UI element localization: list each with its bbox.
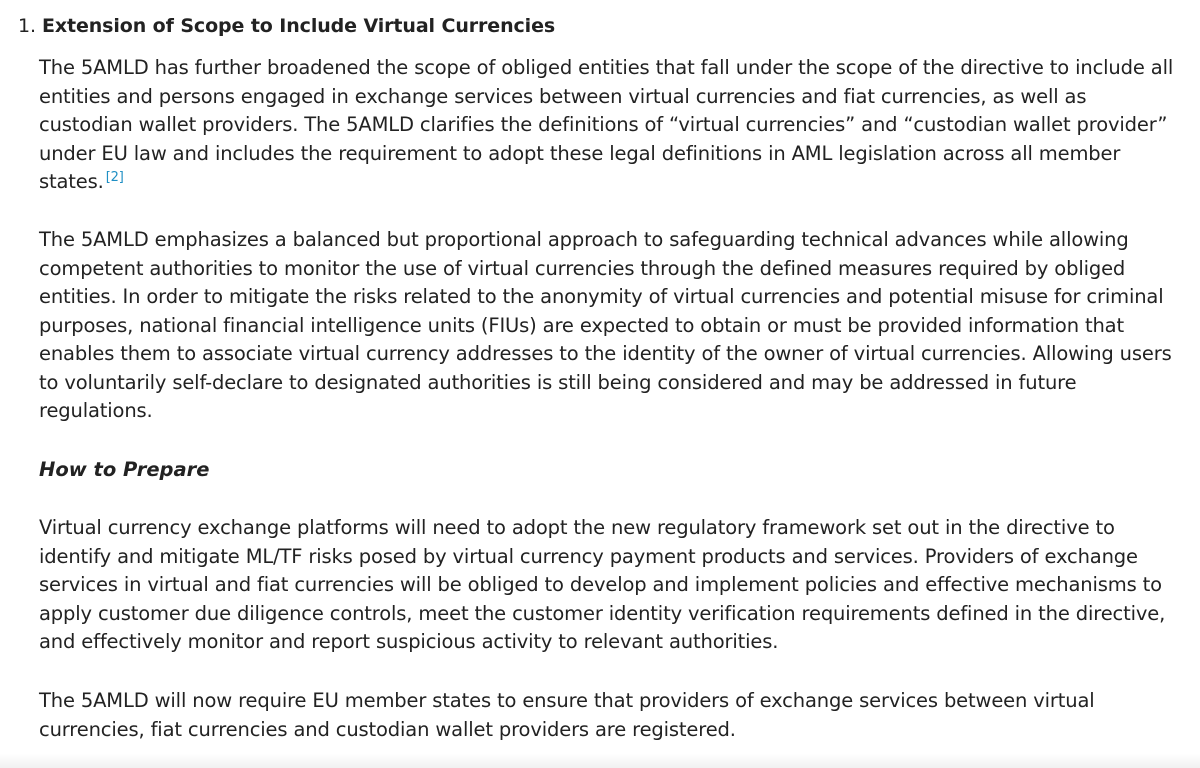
paragraph-scope: [39, 54, 1179, 197]
subheading-how-to-prepare: How to Prepare: [39, 458, 210, 481]
citation-link[interactable]: [2]: [105, 169, 124, 185]
paragraph-scope-text: The 5AMLD has further broadened the scope of obliged entities that fall under the scope of the directive to include all entities and persons engaged in exchange services between virtual currencies and fiat currencies, as well as custodian wallet providers. The 5AMLD clarifies the definitions of “virtual currencies” and “custodian wallet provider” under EU law and includes the requirement to adopt these legal definitions in AML legislation across all member states.: [39, 56, 1174, 193]
section-number: 1.: [18, 15, 36, 37]
paragraph-approach: The 5AMLD emphasizes a balanced but proportional approach to safeguarding technical advances while allowing competent authorities to monitor the use of virtual currencies through the defined measures required by obliged entities. In order to mitigate the risks related to the anonymity of virtual currencies and potential misuse for criminal purposes, national financial intelligence units (FIUs) are expected to obtain or must be provided information that enables them to associate virtual currency addresses to the identity of the owner of virtual currencies. Allowing users to voluntarily self-declare to designated authorities is still being considered and may be addressed in future regulations.: [39, 228, 1172, 422]
paragraph-registration: The 5AMLD will now require EU member states to ensure that providers of exchange services between virtual currencies, fiat currencies and custodian wallet providers are registered.: [39, 689, 1095, 741]
paragraph-preparation: Virtual currency exchange platforms will need to adopt the new regulatory framework set out in the directive to identify and mitigate ML/TF risks posed by virtual currency payment products and services. Providers of exchange services in virtual and fiat currencies will be obliged to develop and implement policies and effective mechanisms to apply customer due diligence controls, meet the customer identity verification requirements defined in the directive, and effectively monitor and report suspicious activity to relevant authorities.: [39, 516, 1166, 653]
section-heading: [18, 12, 555, 40]
section-title: Extension of Scope to Include Virtual Currencies: [41, 15, 556, 37]
bottom-divider: [0, 754, 1200, 768]
